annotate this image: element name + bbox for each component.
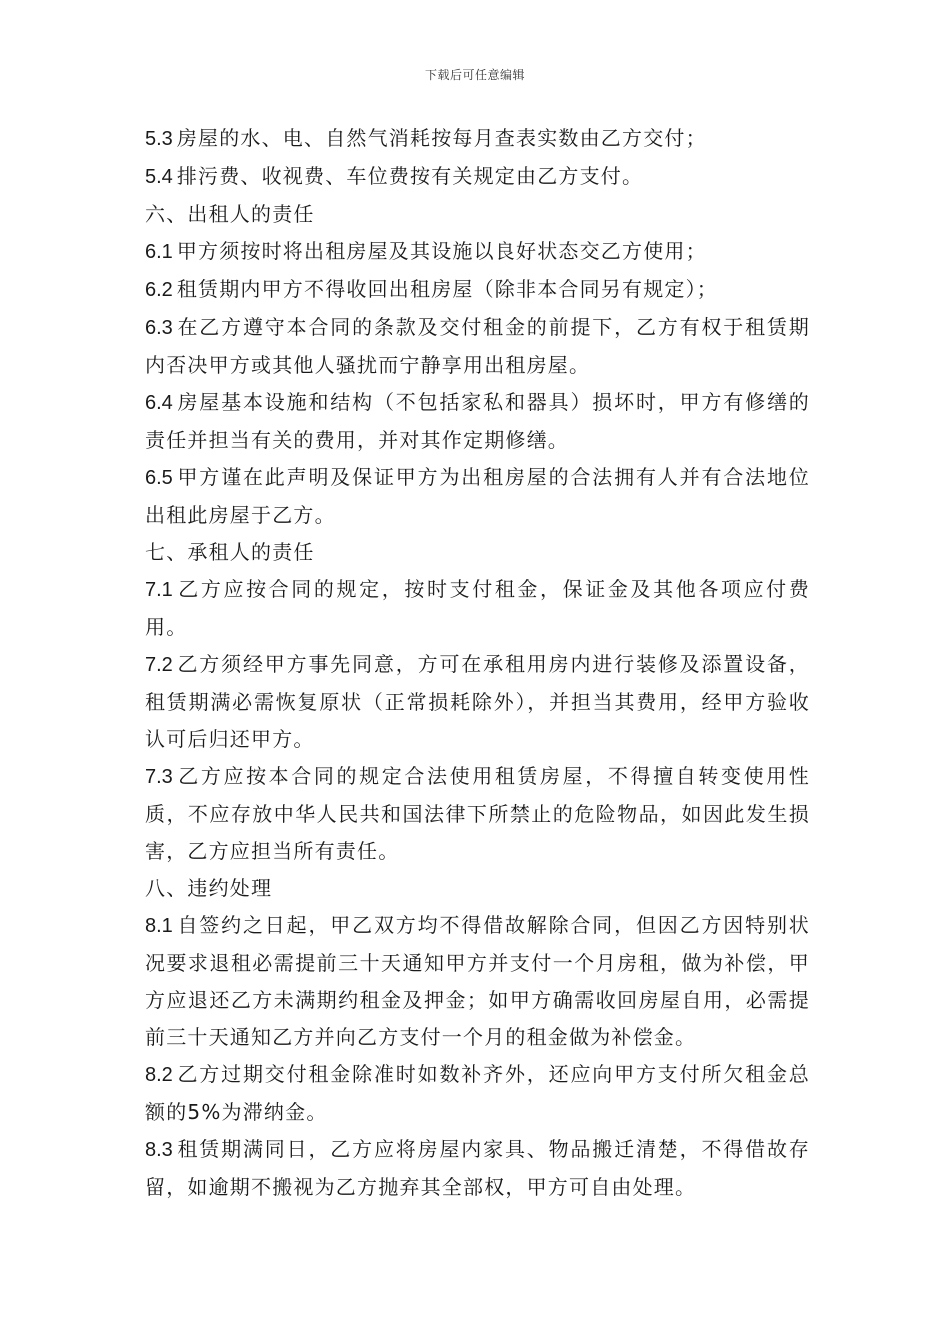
clause-text: 甲方谨在此声明及保证甲方为出租房屋的合法拥有人并有合法地位出租此房屋于乙方。: [145, 465, 810, 527]
clause-text: 租赁期满同日，乙方应将房屋内家具、物品搬迁清楚，不得借故存留，如逾期不搬视为乙方抛弃其全部权，甲方可自由处理。: [145, 1137, 810, 1199]
clause-number: 8.2: [145, 1064, 173, 1086]
clause-7-3: [145, 758, 810, 870]
clause-8-2: [145, 1056, 810, 1131]
section-heading-text: 七、承租人的责任: [145, 540, 315, 564]
clause-text: 房屋的水、电、自然气消耗按每月查表实数由乙方交付；: [176, 126, 707, 150]
clause-6-2: [145, 271, 810, 309]
clause-text: 乙方应按合同的规定，按时支付租金，保证金及其他各项应付费用。: [145, 577, 810, 639]
clause-number: 8.3: [145, 1139, 173, 1161]
section-heading-7: [145, 534, 810, 571]
clause-number: 6.2: [145, 279, 173, 301]
clause-text: 在乙方遵守本合同的条款及交付租金的前提下，乙方有权于租赁期内否决甲方或其他人骚扰而宁静享用出租房屋。: [145, 315, 810, 377]
clause-6-4: [145, 384, 810, 459]
clause-text: 乙方须经甲方事先同意，方可在承租用房内进行装修及添置设备，租赁期满必需恢复原状（正常损耗除外），并担当其费用，经甲方验收认可后归还甲方。: [145, 652, 810, 751]
clause-number: 6.5: [145, 467, 173, 489]
clause-7-1: [145, 571, 810, 646]
clause-text: 甲方须按时将出租房屋及其设施以良好状态交乙方使用；: [176, 239, 707, 263]
clause-5-4: [145, 158, 810, 196]
clause-text: 自签约之日起，甲乙双方均不得借故解除合同，但因乙方因特别状况要求退租必需提前三十天通知甲方并支付一个月房租，做为补偿，甲方应退还乙方未满期约租金及押金；如甲方确需收回房屋自用，必需提前三十天通知乙方并向乙方支付一个月的租金做为补偿金。: [145, 913, 810, 1049]
section-heading-6: [145, 196, 810, 233]
page-header-note: 下载后可任意编辑: [424, 68, 525, 82]
document-body: [145, 120, 810, 1206]
clause-8-1: [145, 907, 810, 1056]
clause-number: 5.3: [145, 128, 173, 150]
section-heading-text: 八、违约处理: [145, 876, 273, 900]
clause-text: 乙方应按本合同的规定合法使用租赁房屋，不得擅自转变使用性质，不应存放中华人民共和国法律下所禁止的危险物品，如因此发生损害，乙方应担当所有责任。: [145, 764, 810, 863]
clause-text: 乙方过期交付租金除准时如数补齐外，还应向甲方支付所欠租金总额的5%为滞纳金。: [145, 1062, 810, 1124]
clause-number: 5.4: [145, 166, 173, 188]
clause-5-3: [145, 120, 810, 158]
clause-text: 房屋基本设施和结构（不包括家私和器具）损坏时，甲方有修缮的责任并担当有关的费用，并对其作定期修缮。: [145, 390, 810, 452]
clause-6-3: [145, 309, 810, 384]
clause-number: 6.3: [145, 317, 173, 339]
clause-number: 7.2: [145, 654, 173, 676]
clause-number: 6.1: [145, 241, 173, 263]
clause-6-5: [145, 459, 810, 534]
clause-text: 租赁期内甲方不得收回出租房屋（除非本合同另有规定）；: [176, 277, 719, 301]
clause-number: 8.1: [145, 915, 173, 937]
clause-number: 7.1: [145, 579, 173, 601]
clause-number: 6.4: [145, 392, 173, 414]
section-heading-8: [145, 870, 810, 907]
clause-7-2: [145, 646, 810, 758]
clause-8-3: [145, 1131, 810, 1206]
clause-6-1: [145, 233, 810, 271]
clause-text: 排污费、收视费、车位费按有关规定由乙方支付。: [176, 164, 644, 188]
section-heading-text: 六、出租人的责任: [145, 202, 315, 226]
clause-number: 7.3: [145, 766, 173, 788]
